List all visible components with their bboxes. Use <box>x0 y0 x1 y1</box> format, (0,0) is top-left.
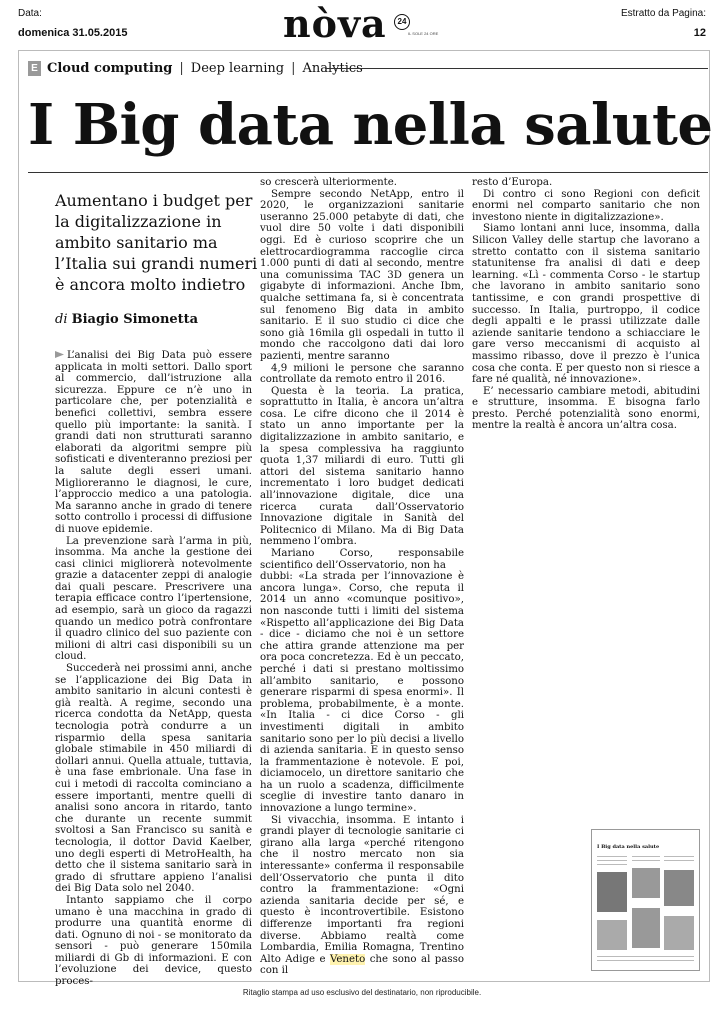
page-thumbnail <box>591 829 700 971</box>
paragraph: Si vivacchia, insomma. E intanto i grandi player di tecnologie sanitarie ci girano alla larga «perché ritengono che il nostro mercato non sia interessante» conferma il responsabile dell’Osservatorio che punta il dito contro la frammentazione: «Ogni azienda sanitaria decide per sé, e questo è incontrovertibile. Esistono differenze importanti fra regioni diverse. Abbiamo realtà come Lombardia, Emilia Romagna, Trentino Alto Adige e Veneto che sono al passo con il <box>260 814 464 977</box>
section-tags <box>28 58 363 78</box>
article-subheadline: Aumentano i budget per la digitalizzazione in ambito sanitario ma l’Italia sui grandi numeri è ancora molto indietro <box>55 191 258 294</box>
paragraph: Di contro ci sono Regioni con deficit enormi nel comparto sanitario che non investono niente in digitalizzazione». <box>472 188 700 223</box>
headline-rule <box>28 172 708 173</box>
paragraph: Questa è la teoria. La pratica, soprattutto in Italia, è ancora un’altra cosa. Le cifre dicono che il 2014 è stato un anno importante per la digitalizzazione in ambito sanitario, e la spesa complessiva ha raggiunto quota 1,37 miliardi di euro. Tutti gli attori del sistema sanitario hanno incrementato i loro budget dedicati all’innovazione digitale, dice una ricerca curata dall’Osservatorio Innovazione digitale in Sanità del Politecnico di Milano. Ma di Big Data nemmeno l’ombra. <box>260 385 464 548</box>
tag-analytics: Analytics <box>302 60 363 76</box>
article-column-2 <box>260 177 464 977</box>
paragraph: Sempre secondo NetApp, entro il 2020, le organizzazioni sanitarie useranno 25.000 petabyte di dati, che vuol dire 50 volte i dati disponibili oggi. Ed è curioso scoprire che un elettrocardiogramma raccoglie circa 1.000 punti di dati al secondo, mentre una comunissima TAC 3D genera un gigabyte di informazioni. Anche Ibm, qualche settimana fa, si è concentrata sul fenomeno Big data in ambito sanitario. E il suo studio ci dice che sono già 16mila gli ospedali in tutto il mondo che raccolgono dati dai loro pazienti, mentre saranno <box>260 188 464 362</box>
paragraph: so crescerà ulteriormente. <box>260 177 398 188</box>
article-headline: I Big data nella salute <box>28 92 713 158</box>
highlighted-word: Veneto <box>329 953 366 965</box>
page-label: Estratto da Pagina: <box>620 8 706 19</box>
newspaper-logo: nòva <box>283 1 387 46</box>
publication-date: domenica 31.05.2015 <box>18 27 128 39</box>
paragraph: dubbi: «La strada per l’innovazione è ancora lunga». Corso, che reputa il 2014 un anno «comunque positivo», non nasconde tutti i limiti del sistema «Rispetto all’applicazione dei Big Data - dice - diciamo che noi è un settore che attira grande attenzione ma per ora poca concretezza. Ed è un peccato, perché i dati si prestano moltissimo all’ambito sanitario, e possono generare risparmi di spesa enormi». Il problema, probabilmente, è a monte. «In Italia - ci dice Corso - gli investimenti digitali in ambito sanitario sono per lo più decisi a livello di azienda sanitaria. E in questo senso la frammentazione è notevole. E poi, diciamocelo, un direttore sanitario che ha un ruolo a scadenza, difficilmente sceglie di investire tanto danaro in innovazione a lungo termine». <box>260 571 464 815</box>
thumbnail-headline: I Big data nella salute <box>597 844 660 850</box>
nav-rule <box>325 68 708 69</box>
paragraph: La prevenzione sarà l’arma in più, insomma. Ma anche la gestione dei casi clinici migliorerà notevolmente grazie a datacenter zeppi di analogie dai quali pescare. Prescrivere una terapia efficace contro l’ipertensione, ad esempio, sarà un gioco da ragazzi quando un medico potrà confrontare il quadro clinico del suo paziente con milioni di altri casi disponibili su un cloud. <box>55 535 252 663</box>
logo-tagline: IL SOLE 24 ORE <box>408 31 439 36</box>
tag-separator: | <box>179 60 184 76</box>
date-label: Data: <box>18 8 42 19</box>
tag-deep-learning: Deep learning <box>190 60 285 76</box>
paragraph: resto d’Europa. <box>472 177 553 188</box>
paragraph: Intanto sappiamo che il corpo umano è una macchina in grado di produrre una quantità enorme di dati. Ognuno di noi - se monitorato da sensori - può generare 150mila miliardi di Gb di informazioni. E con l’evoluzione dei device, questo proces- <box>55 894 252 988</box>
article-byline <box>55 312 198 327</box>
article-column-3 <box>472 177 700 432</box>
logo-badge: 24 <box>394 14 410 30</box>
article-column-1 <box>55 350 252 988</box>
tag-cloud-computing: Cloud computing <box>47 60 173 76</box>
paragraph: Succederà nei prossimi anni, anche se l’applicazione dei Big Data in ambito sanitario in alcuni contesti è già realtà. A regime, secondo una ricerca condotta da NetApp, questa tecnologia potrà condurre a un risparmio della spesa sanitaria globale stimabile in 450 miliardi di dollari annui. Quella attuale, tuttavia, è una fase embrionale. Una fase in cui i metodi di raccolta cominciano a essere importanti, mentre quelli di analisi sono ancora in ritardo, tanto che durante un recente summit svoltosi a San Francisco su sanità e tecnologia, il dottor David Kaelber, uno degli esperti di MetroHealth, ha detto che il sistema sanitario sarà in grado di sfruttare appieno l’analisi dei Big Data solo nel 2040. <box>55 663 252 895</box>
copyright-footer: Ritaglio stampa ad uso esclusivo del destinatario, non riproducibile. <box>242 988 482 997</box>
paragraph: L’analisi dei Big Data può essere applicata in molti settori. Dallo sport al commercio, dall’istruzione alla sicurezza. Eppure ce n’è uno in particolare che, per potenzialità e benefici collettivi, sembra essere quello più importante: la sanità. I grandi dati non strutturati saranno elaborati da algoritmi sempre più sofisticati e diventeranno preziosi per la salute degli esseri umani. Miglioreranno le diagnosi, le cure, l’approccio medico a una patologia. Ma saranno anche in grado di tenere sotto controllo i processi di diffusione di nuove epidemie. <box>55 350 252 535</box>
paragraph: Mariano Corso, responsabile scientifico dell’Osservatorio, non ha <box>260 548 464 571</box>
byline-author: Biagio Simonetta <box>71 312 199 327</box>
section-e-icon: E <box>28 61 41 76</box>
paragraph: Siamo lontani anni luce, insomma, dalla Silicon Valley delle startup che lavorano a stretto contatto con il sistema sanitario statunitense fra analisi di dati e deep learning. «Lì - commenta Corso - le startup che lavorano in ambito sanitario sono tantissime, e con grandi prospettive di successo. In Italia, purtroppo, il codice degli appalti e le prassi utilizzate dalle aziende sanitarie tendono a schiacciare le gare verso meccanismi di acquisto al massimo ribasso, dove il prezzo è l’unica cosa che conta. E per questo non si riesce a fare né qualità, né innovazione». <box>472 223 700 386</box>
tag-separator: | <box>291 60 296 76</box>
paragraph-marker-icon <box>55 351 64 358</box>
page-number: 12 <box>693 27 706 39</box>
paragraph: E’ necessario cambiare metodi, abitudini e strutture, insomma. E bisogna farlo presto. Perché potenzialità sono enormi, mentre la realtà è ancora un’altra cosa. <box>472 385 700 432</box>
paragraph: 4,9 milioni le persone che saranno controllate da remoto entro il 2016. <box>260 362 464 386</box>
byline-prefix: di <box>55 312 68 327</box>
